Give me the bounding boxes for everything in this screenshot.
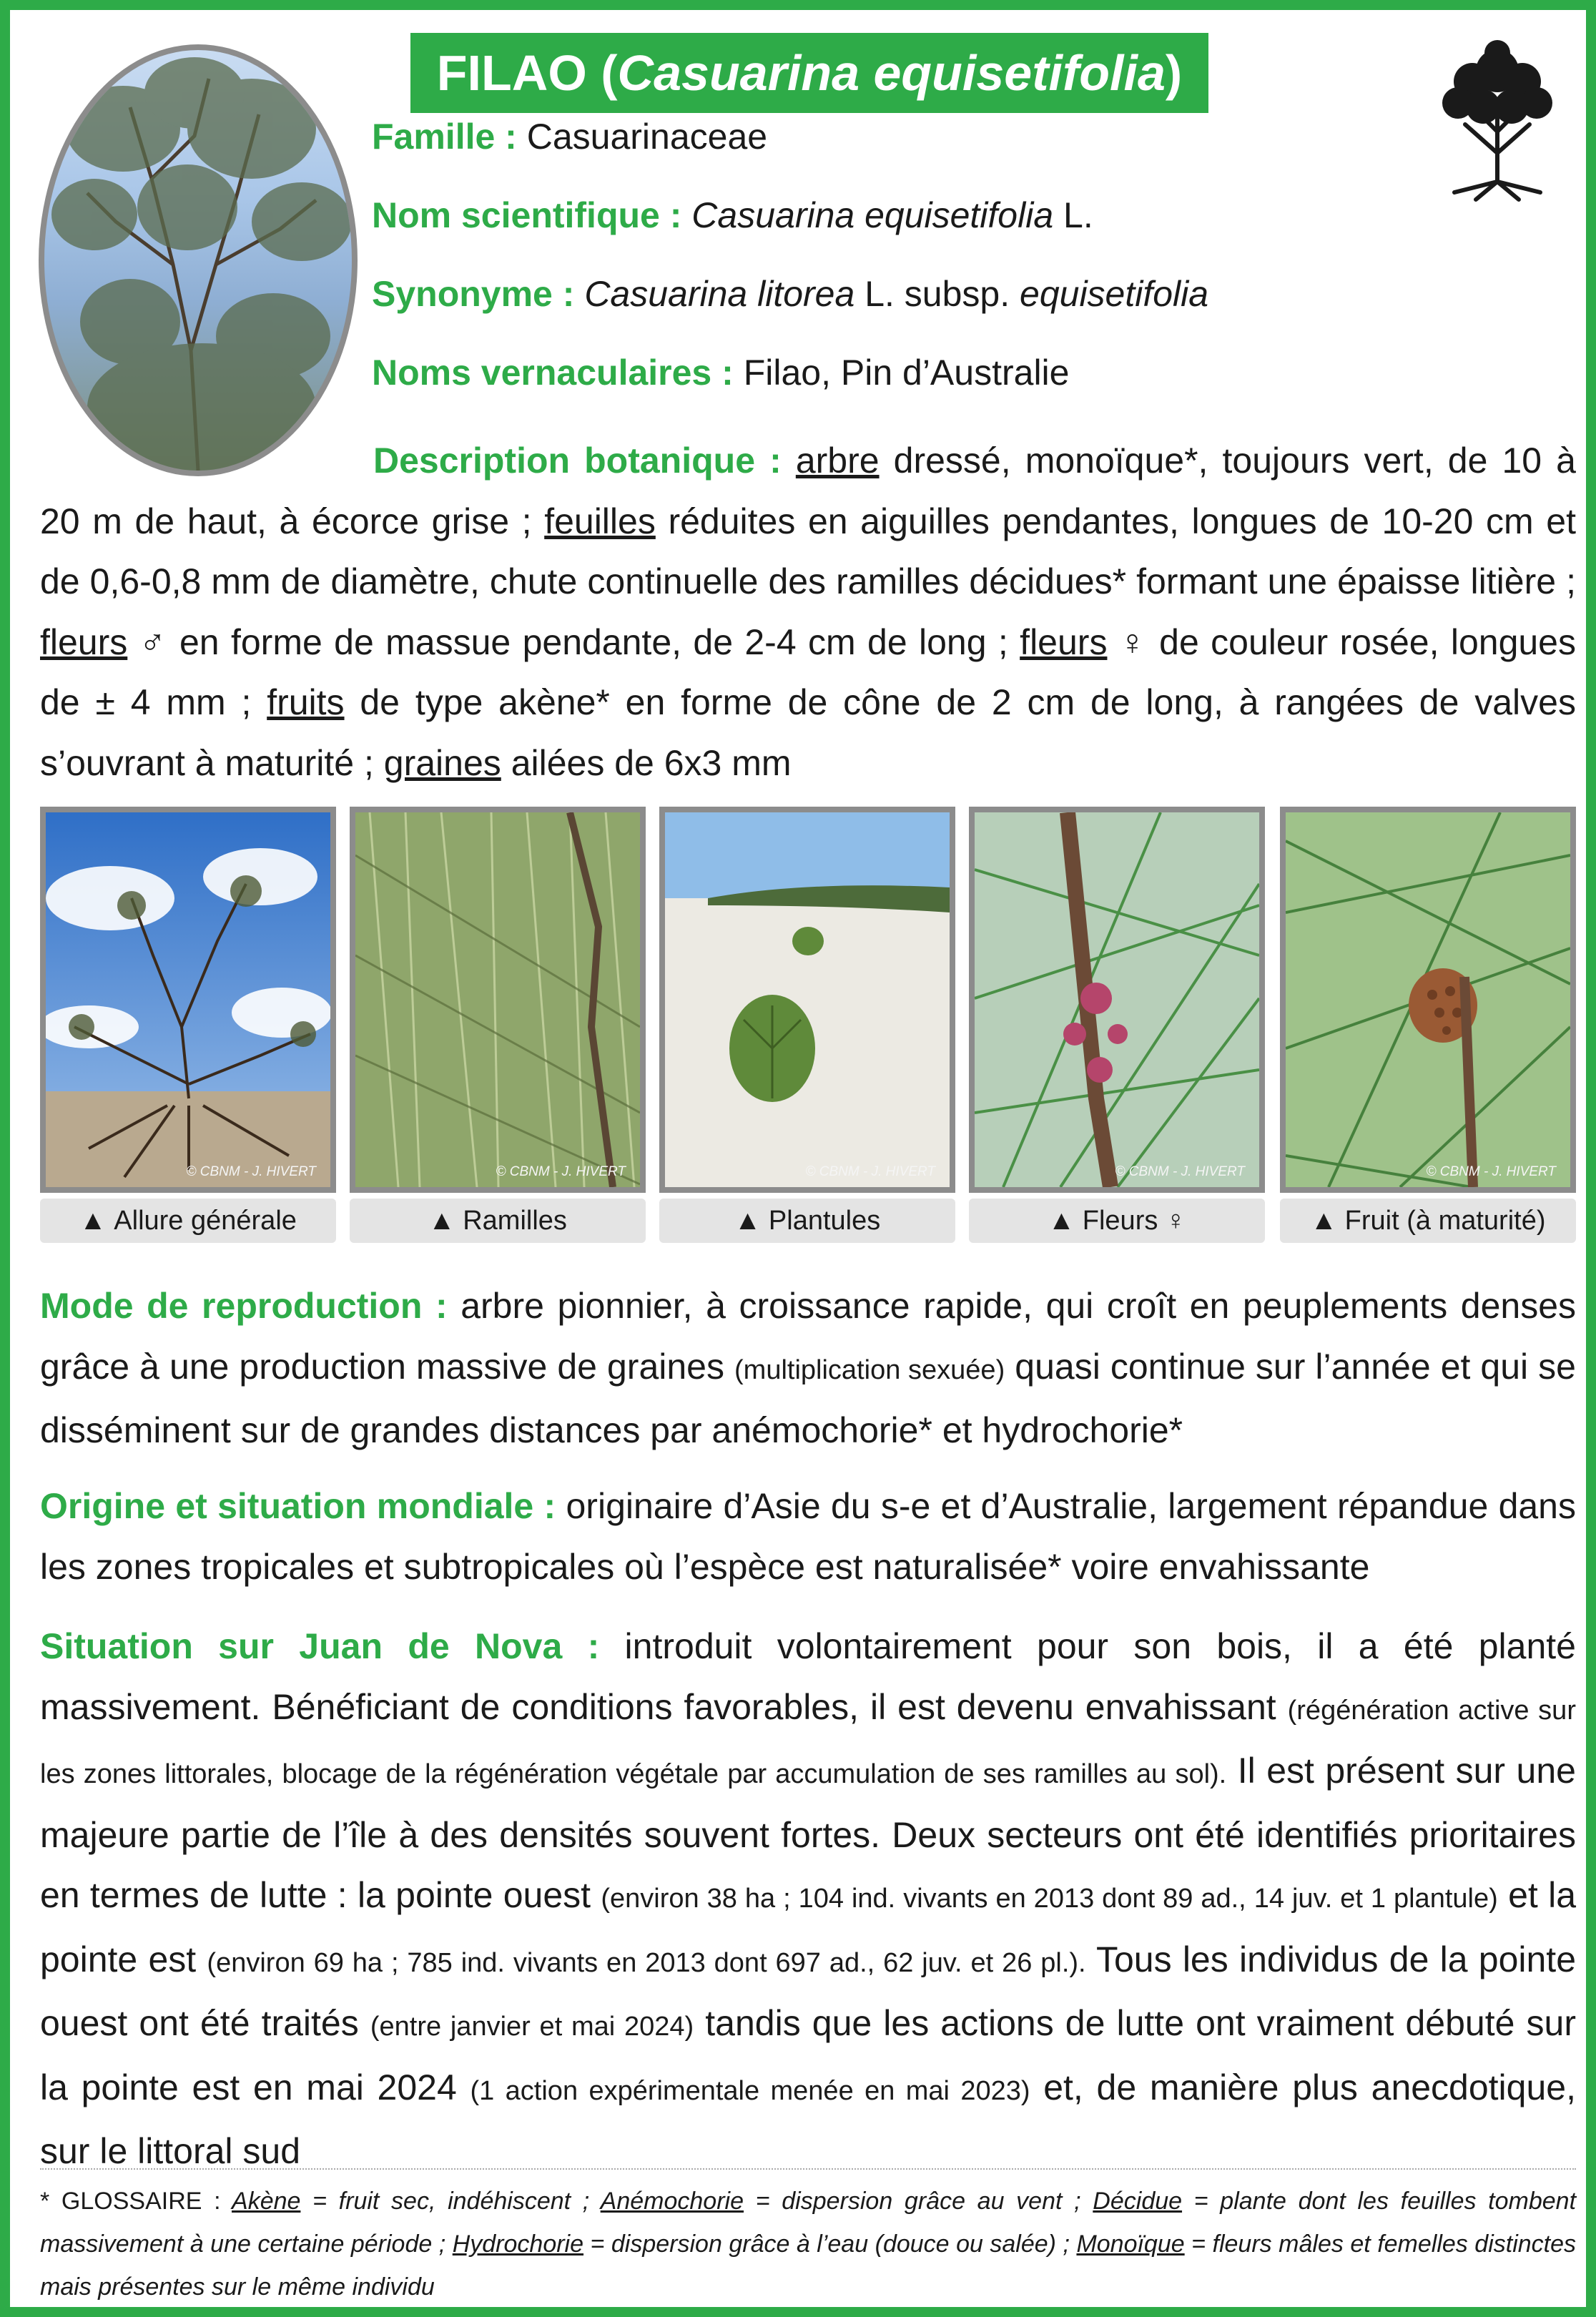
photo-credit: © CBNM - J. HIVERT (496, 1164, 626, 1179)
photo-ramilles-illustration (355, 812, 640, 1187)
synonyme-genus: Casuarina litorea (584, 274, 855, 314)
glossary-definition: = fleurs mâles et femelles distinctes mais présentes sur le même individu (40, 2230, 1577, 2301)
nom-scientifique-row (372, 195, 1093, 236)
situation-small-1: (régénération active sur les zones littorales, blocage de la régénération végétale par accumulation de ses ramilles au sol). (40, 1695, 1576, 1789)
caption-ramilles (350, 1199, 646, 1243)
caption-allure-generale (40, 1199, 336, 1243)
caption-text: Fleurs ♀ (1082, 1205, 1186, 1236)
situation-text-2: Il est présent sur une majeure partie de l’île à des densités souvent fortes. Deux secteurs ont été identifiés prioritaires en termes de lutte : la pointe ouest (40, 1751, 1576, 1915)
situation-small-2: (environ 38 ha ; 104 ind. vivants en 2013 dont 89 ad., 14 juv. et 1 plantule) (601, 1884, 1498, 1914)
desc-text-4: de couleur rosée, longues de ± 4 mm ; (40, 621, 1576, 722)
glossary-definition: = dispersion grâce au vent ; (755, 2188, 1081, 2215)
photo-ramilles (350, 807, 646, 1193)
nom-scientifique-label: Nom scientifique : (372, 195, 682, 235)
desc-text-5: de type akène* en forme de cône de 2 cm de long, à rangées de valves s’ouvrant à maturité ; (40, 682, 1576, 783)
term-fleurs-male: fleurs (40, 621, 128, 662)
situation-small-4: (entre janvier et mai 2024) (370, 2012, 694, 2042)
glossary-term: Décidue (1093, 2188, 1183, 2215)
glossary-term: Monoïque (1076, 2230, 1185, 2258)
desc-text-6: ailées de 6x3 mm (511, 742, 792, 783)
photo-fruit-illustration (1286, 812, 1570, 1187)
photo-allure-illustration (46, 812, 330, 1187)
synonyme-label: Synonyme : (372, 274, 575, 314)
photo-credit: © CBNM - J. HIVERT (186, 1164, 316, 1179)
term-arbre: arbre (795, 441, 880, 481)
photo-strip (40, 807, 1576, 1243)
glossary-label: * GLOSSAIRE : (40, 2188, 221, 2215)
origine-situation-mondiale (40, 1476, 1576, 1597)
photo-fleurs-femelles (969, 807, 1265, 1193)
situation-small-5: (1 action expérimentale menée en mai 2023) (470, 2075, 1030, 2106)
synonyme-epithet: equisetifolia (1020, 274, 1209, 314)
caption-fleurs-femelles (969, 1199, 1265, 1243)
male-symbol-icon: ♂ (139, 621, 168, 662)
tree-logo-icon (1433, 39, 1562, 203)
situation-text-6: et, de manière plus anecdotique, sur le littoral sud (40, 2067, 1576, 2171)
glossary-definition: = fruit sec, indéhiscent ; (312, 2188, 590, 2215)
desc-text-1: dressé, monoïque*, toujours vert, de 10 à 20 m de haut, à écorce grise ; (40, 441, 1576, 541)
situation-text-4: Tous les individus de la pointe ouest ont été traités (40, 1939, 1577, 2043)
situation-juan-de-nova (40, 1616, 1576, 2182)
reproduction-label: Mode de reproduction : (40, 1286, 448, 1326)
famille-value: Casuarinaceae (526, 117, 768, 157)
reproduction-text-2: quasi continue sur l’année et qui se disséminent sur de grandes distances par anémochorie* et hydrochorie* (40, 1346, 1576, 1450)
caption-text: Ramilles (463, 1205, 567, 1236)
photo-allure-generale (40, 807, 336, 1193)
glossary-term: Akène (232, 2188, 301, 2215)
photo-fruit (1280, 807, 1576, 1193)
nom-scientifique-value: Casuarina equisetifolia (691, 195, 1054, 235)
reproduction-small: (multiplication sexuée) (734, 1354, 1005, 1385)
term-graines: graines (383, 742, 501, 783)
photo-credit: © CBNM - J. HIVERT (1426, 1164, 1556, 1179)
origine-text: originaire d’Asie du s-e et d’Australie, largement répandue dans les zones tropicales et subtropicales où l’espèce est naturalisée* voire envahissante (40, 1486, 1576, 1587)
description-botanique (40, 431, 1576, 793)
page-title: FILAO ( Casuarina equisetifolia ) (410, 33, 1208, 113)
tree-portrait-photo (39, 44, 358, 476)
photo-plantules-illustration (665, 812, 950, 1187)
title-common-name: FILAO (436, 45, 587, 101)
desc-text-2: réduites en aiguilles pendantes, longues de 10-20 cm et de 0,6-0,8 mm de diamètre, chute continuelle des ramilles décidues* formant une épaisse litière ; (40, 501, 1576, 601)
photo-fleurs-illustration (975, 812, 1259, 1187)
glossary-term: Hydrochorie (452, 2230, 584, 2258)
caption-triangle-icon: ▲ (1048, 1205, 1075, 1236)
synonyme-mid: L. subsp. (864, 274, 1010, 314)
mode-reproduction (40, 1276, 1576, 1461)
noms-vernaculaires-row (372, 352, 1069, 393)
title-scientific-name: Casuarina equisetifolia (617, 45, 1166, 101)
caption-triangle-icon: ▲ (79, 1205, 107, 1236)
desc-text-3: en forme de massue pendante, de 2-4 cm de long ; (179, 621, 1008, 662)
photo-plantules (659, 807, 955, 1193)
caption-text: Fruit (à maturité) (1344, 1205, 1546, 1236)
caption-text: Plantules (768, 1205, 881, 1236)
term-fleurs-female: fleurs (1020, 621, 1108, 662)
situation-text-5: tandis que les actions de lutte ont vraiment débuté sur la pointe est en mai 2024 (40, 2003, 1576, 2107)
caption-text: Allure générale (114, 1205, 297, 1236)
famille-label: Famille : (372, 117, 517, 157)
glossary-definition: = dispersion grâce à l’eau (douce ou salée) ; (590, 2230, 1070, 2258)
term-fruits: fruits (267, 682, 345, 722)
reproduction-text-1: arbre pionnier, à croissance rapide, qui croît en peuplements denses grâce à une production massive de graines (40, 1286, 1577, 1387)
famille-row (372, 116, 767, 157)
situation-text-3: et la pointe est (40, 1875, 1576, 1979)
vernaculaires-label: Noms vernaculaires : (372, 353, 734, 393)
situation-text-1: introduit volontairement pour son bois, il a été planté massivement. Bénéficiant de conditions favorables, il est devenu envahissant (40, 1626, 1576, 1727)
caption-triangle-icon: ▲ (1310, 1205, 1338, 1236)
synonyme-row (372, 273, 1208, 315)
origine-label: Origine et situation mondiale : (40, 1486, 556, 1526)
photo-credit: © CBNM - J. HIVERT (805, 1164, 935, 1179)
caption-plantules (659, 1199, 955, 1243)
vernaculaires-value: Filao, Pin d’Australie (743, 353, 1070, 393)
term-feuilles: feuilles (544, 501, 656, 541)
photo-credit: © CBNM - J. HIVERT (1115, 1164, 1245, 1179)
nom-scientifique-author: L. (1063, 195, 1093, 235)
situation-label: Situation sur Juan de Nova : (40, 1626, 600, 1666)
glossary-term: Anémochorie (600, 2188, 744, 2215)
tree-portrait-illustration (44, 50, 352, 471)
glossary (40, 2168, 1576, 2308)
caption-fruit (1280, 1199, 1576, 1243)
situation-small-3: (environ 69 ha ; 785 ind. vivants en 2013 dont 697 ad., 62 juv. et 26 pl.). (207, 1947, 1086, 1978)
glossary-definition: = plante dont les feuilles tombent massivement à une certaine période ; (40, 2188, 1577, 2258)
caption-triangle-icon: ▲ (428, 1205, 455, 1236)
description-label: Description botanique : (373, 441, 782, 481)
female-symbol-icon: ♀ (1118, 621, 1148, 662)
caption-triangle-icon: ▲ (734, 1205, 762, 1236)
